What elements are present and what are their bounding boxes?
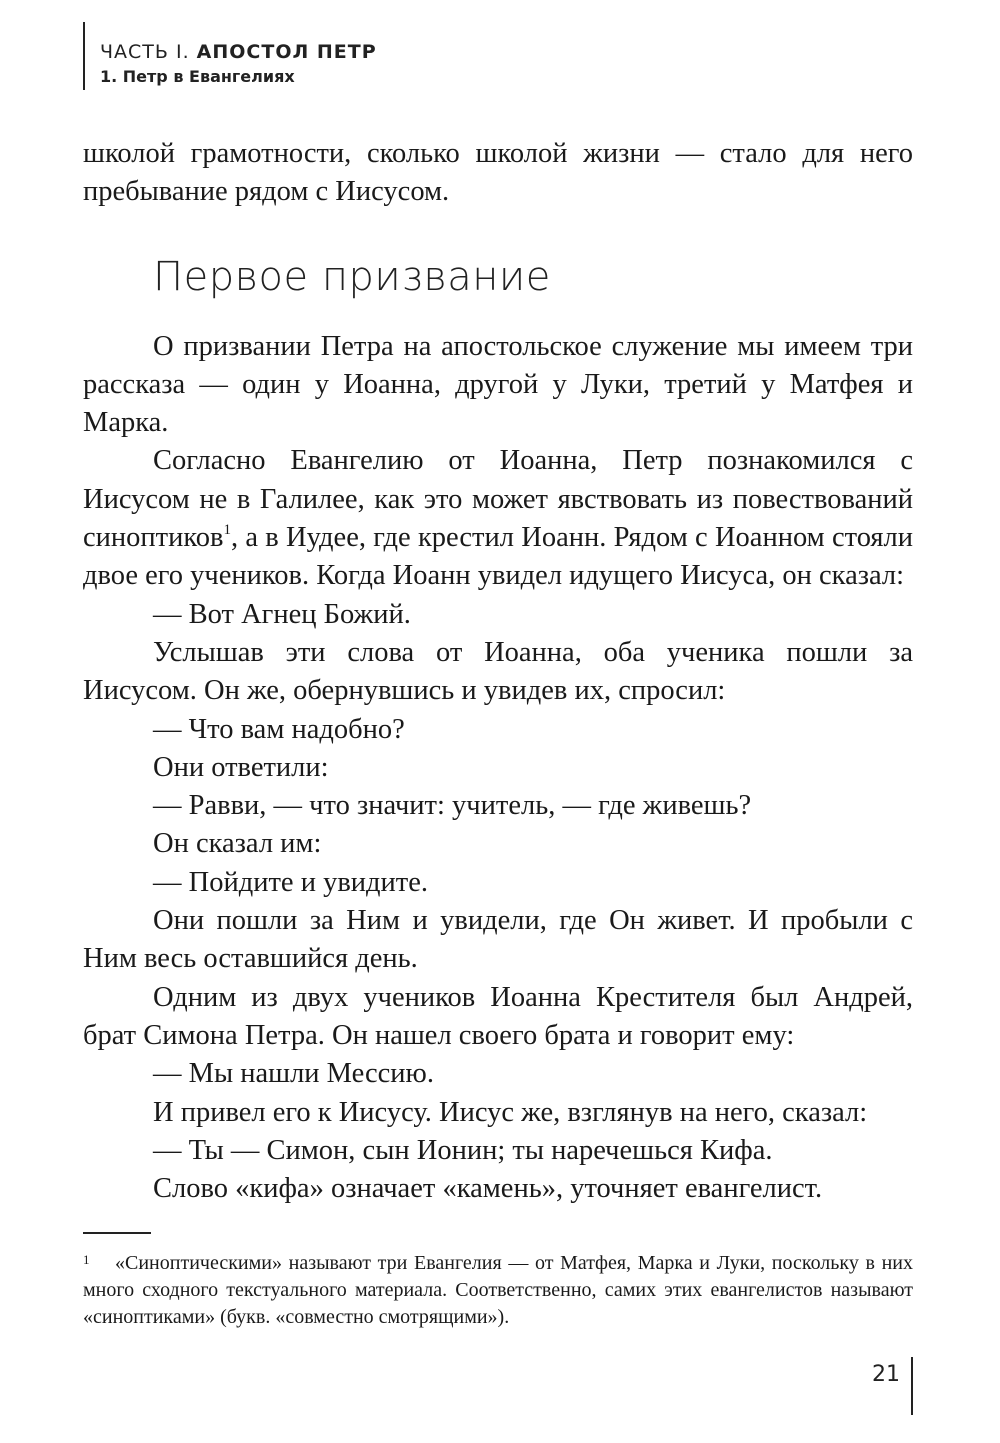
footnote-rule: [83, 1232, 151, 1234]
footer-rule: [911, 1357, 913, 1415]
running-head: [100, 40, 377, 88]
footnote-mark: 1: [83, 1252, 90, 1267]
footnote-text: «Синоптическими» называют три Евангелия — от Матфея, Марка и Луки, поскольку в них много сходного текстуального материала. Соответственно, самих этих евангелистов называют «синоптиками» (букв. «совместно смотрящими»).: [83, 1252, 913, 1328]
footnote: [83, 1250, 913, 1331]
main-text: [83, 135, 913, 1208]
header-rule: [83, 22, 85, 90]
paragraph: Одним из двух учеников Иоанна Крестителя был Андрей, брат Симона Петра. Он нашел своего брата и говорит ему:: [83, 981, 913, 1051]
dialogue-line: Слово «кифа» означает «камень», уточняет евангелист.: [153, 1173, 823, 1205]
dialogue-line: Он сказал им:: [153, 828, 322, 860]
paragraph-with-footnote: [83, 442, 913, 595]
dialogue-line: Они ответили:: [153, 751, 329, 783]
dialogue-line: — Пойдите и увидите.: [153, 866, 429, 898]
dialogue-line: — Что вам надобно?: [153, 713, 405, 745]
section-heading: Первое призвание: [153, 253, 551, 300]
part-name: АПОСТОЛ ПЕТР: [196, 41, 377, 63]
paragraph: О призвании Петра на апостольское служение мы имеем три рассказа — один у Иоанна, другой у Луки, третий у Матфея и Марка.: [83, 330, 913, 439]
dialogue-line: И привел его к Иисусу. Иисус же, взглянув на него, сказал:: [153, 1096, 868, 1128]
part-prefix: ЧАСТЬ I.: [100, 41, 190, 63]
paragraph: Они пошли за Ним и увидели, где Он живет. И пробыли с Ним весь оставшийся день.: [83, 905, 913, 975]
paragraph-text: Согласно Евангелию от Иоанна, Петр познакомился с Иисусом не в Галилее, как это может явствовать из повествований синоптиков: [83, 445, 913, 554]
dialogue-line: — Вот Агнец Божий.: [153, 598, 411, 630]
paragraph: Услышав эти слова от Иоанна, оба ученика пошли за Иисусом. Он же, обернувшись и увидев их, спросил:: [83, 636, 913, 707]
dialogue-line: — Ты — Симон, сын Ионин; ты наречешься Кифа.: [153, 1134, 773, 1166]
footnote-ref[interactable]: 1: [223, 522, 231, 539]
paragraph-text: , а в Иудее, где крестил Иоанн. Рядом с Иоанном стояли двое его учеников. Когда Иоанн увидел идущего Иисуса, он сказал:: [83, 522, 913, 592]
part-title: [100, 40, 377, 64]
page-number: 21: [872, 1362, 900, 1387]
dialogue-line: — Мы нашли Мессию.: [153, 1058, 434, 1090]
opening-paragraph: школой грамотности, сколько школой жизни — стало для него пребывание рядом с Иисусом.: [83, 138, 913, 208]
chapter-title: 1. Петр в Евангелиях: [100, 67, 295, 86]
dialogue-line: — Равви, — что значит: учитель, — где живешь?: [153, 790, 752, 822]
